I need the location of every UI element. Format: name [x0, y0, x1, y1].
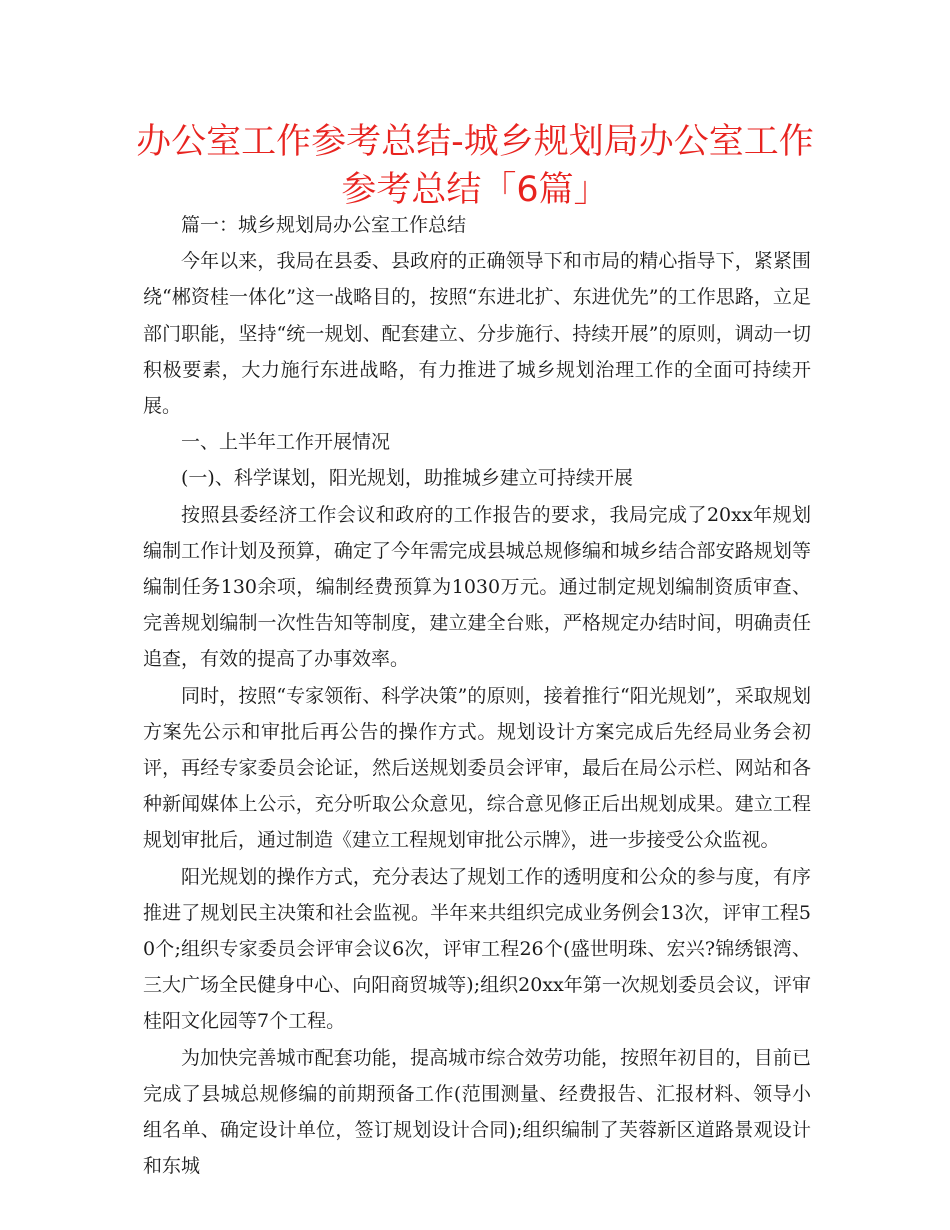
document-body — [143, 207, 811, 1184]
body-paragraph: 按照县委经济工作会议和政府的工作报告的要求，我局完成了20xx年规划编制工作计划及预算，确定了今年需完成县城总规修编和城乡结合部安路规划等编制任务130余项，编制经费预算为1030万元。通过制定规划编制资质审查、完善规划编制一次性告知等制度，建立建全台账，严格规定办结时间，明确责任追查，有效的提高了办事效率。 — [143, 503, 811, 671]
body-paragraph: 阳光规划的操作方式，充分表达了规划工作的透明度和公众的参与度，有序推进了规划民主决策和社会监视。半年来共组织完成业务例会13次，评审工程50个;组织专家委员会评审会议6次，评审工程26个(盛世明珠、宏兴?锦绣银湾、三大广场全民健身中心、向阳商贸城等);组织20xx年第一次规划委员会议，评审桂阳文化园等7个工程。 — [143, 865, 811, 1033]
subsection-heading: (一)、科学谋划，阳光规划，助推城乡建立可持续开展 — [181, 467, 633, 490]
body-paragraph: 为加快完善城市配套功能，提高城市综合效劳功能，按照年初目的，目前已完成了县城总规修编的前期预备工作(范围测量、经费报告、汇报材料、领导小组名单、确定设计单位，签订规划设计合同);组织编制了芙蓉新区道路景观设计和东城 — [143, 1046, 811, 1178]
section-heading: 篇一：城乡规划局办公室工作总结 — [181, 214, 467, 236]
section-heading: 一、上半年工作开展情况 — [181, 431, 391, 454]
body-paragraph: 今年以来，我局在县委、县政府的正确领导下和市局的精心指导下，紧紧围绕“郴资桂一体化”这一战略目的，按照“东进北扩、东进优先”的工作思路，立足部门职能，坚持“统一规划、配套建立、分步施行、持续开展”的原则，调动一切积极要素，大力施行东进战略，有力推进了城乡规划治理工作的全面可持续开展。 — [143, 250, 811, 418]
body-paragraph: 同时，按照“专家领衔、科学决策”的原则，接着推行“阳光规划”，采取规划方案先公示和审批后再公告的操作方式。规划设计方案完成后先经局业务会初评，再经专家委员会论证，然后送规划委员会评审，最后在局公示栏、网站和各种新闻媒体上公示，充分听取公众意见，综合意见修正后出规划成果。建立工程规划审批后，通过制造《建立工程规划审批公示牌》，进一步接受公众监视。 — [143, 684, 811, 852]
document-title: 办公室工作参考总结-城乡规划局办公室工作参考总结「6篇」 — [136, 122, 814, 210]
